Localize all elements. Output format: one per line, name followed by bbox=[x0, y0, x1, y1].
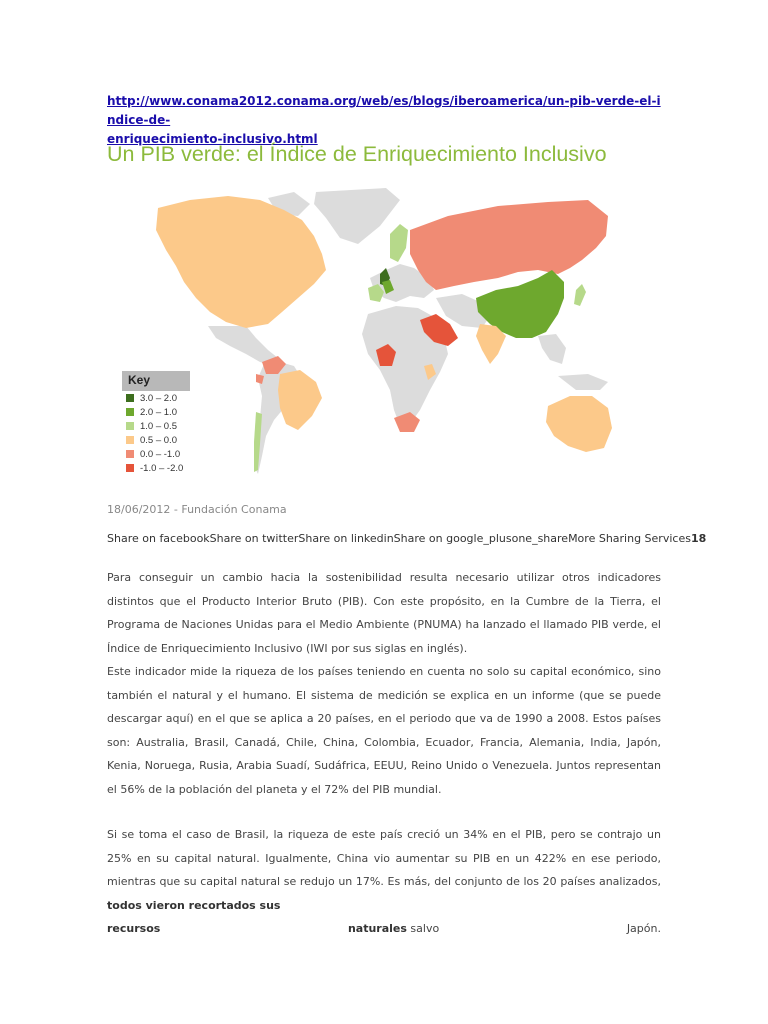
region-japan bbox=[574, 284, 586, 306]
legend-title: Key bbox=[122, 371, 190, 391]
paragraph-1: Para conseguir un cambio hacia la sostenibilidad resulta necesario utilizar otros indicadores distintos que el Producto Interior Bruto (PIB). Con este propósito, en la Cumbre de la Tierra, el Programa de Naciones Unidas para el Medio Ambiente (PNUMA) ha lanzado el llamado PIB verde, el Índice de Enriquecimiento Inclusivo (IWI por sus siglas en inglés). bbox=[107, 571, 661, 655]
legend-swatch bbox=[126, 394, 134, 402]
legend-swatch bbox=[126, 464, 134, 472]
map-legend bbox=[122, 371, 190, 475]
source-link-line2[interactable]: enriquecimiento-inclusivo.html bbox=[107, 132, 318, 146]
legend-item bbox=[122, 392, 190, 406]
legend-swatch bbox=[126, 450, 134, 458]
word-naturales: naturales bbox=[347, 922, 407, 935]
paragraph-3 bbox=[107, 823, 661, 941]
region-brazil bbox=[278, 370, 322, 430]
legend-label: 1.0 – 0.5 bbox=[140, 420, 177, 432]
world-map bbox=[118, 186, 652, 492]
legend-label: 0.5 – 0.0 bbox=[140, 434, 177, 446]
source-link[interactable] bbox=[107, 92, 667, 149]
legend-label: -1.0 – -2.0 bbox=[140, 462, 184, 474]
region-north-america bbox=[156, 196, 326, 328]
share-links[interactable]: Share on facebookShare on twitterShare on linkedinShare on google_plusone_shareMore Sharing Services bbox=[107, 532, 691, 545]
legend-item bbox=[122, 448, 190, 462]
word-salvo: salvo bbox=[410, 922, 440, 935]
legend-label: 0.0 – -1.0 bbox=[140, 448, 181, 460]
legend-item bbox=[122, 406, 190, 420]
legend-swatch bbox=[126, 422, 134, 430]
paragraph-3-bold: todos vieron recortados sus bbox=[107, 898, 281, 912]
source-link-line1[interactable]: http://www.conama2012.conama.org/web/es/blogs/iberoamerica/un-pib-verde-el-indice-de- bbox=[107, 94, 661, 127]
paragraph-3-text: Si se toma el caso de Brasil, la riqueza de este país creció un 34% en el PIB, pero se contrajo un 25% en su capital natural. Igualmente, China vio aumentar su PIB en un 422% en ese periodo, mientras que su capital natural se redujo un 17%. Es más, del conjunto de los 20 países analizados, bbox=[107, 828, 661, 888]
share-bar[interactable] bbox=[107, 532, 706, 545]
article-date: 18/06/2012 - Fundación Conama bbox=[107, 503, 287, 516]
legend-label: 2.0 – 1.0 bbox=[140, 406, 177, 418]
region-norway bbox=[390, 224, 408, 262]
region-australia bbox=[546, 396, 612, 452]
legend-swatch bbox=[126, 408, 134, 416]
paragraph-2: Este indicador mide la riqueza de los países teniendo en cuenta no solo su capital económico, sino también el natural y el humano. El sistema de medición se explica en un informe (que se puede descargar aquí) en el que se aplica a 20 países, en el periodo que va de 1990 a 2008. Estos países son: Australia, Brasil, Canadá, Chile, China, Colombia, Ecuador, Francia, Alemania, India, Japón, Kenia, Noruega, Rusia, Arabia Suadí, Sudáfrica, EEUU, Reino Unido o Venezuela. Juntos representan el 56% de la población del planeta y el 72% del PIB mundial. bbox=[107, 665, 661, 796]
legend-label: 3.0 – 2.0 bbox=[140, 392, 177, 404]
paragraph-3-last-line bbox=[107, 917, 661, 941]
word-recursos: recursos bbox=[107, 922, 161, 935]
legend-item bbox=[122, 420, 190, 434]
share-count: 18 bbox=[690, 532, 707, 545]
legend-item bbox=[122, 434, 190, 448]
word-japon: Japón. bbox=[626, 922, 661, 935]
legend-item bbox=[122, 462, 190, 476]
legend-swatch bbox=[126, 436, 134, 444]
article-title: Un PIB verde: el Índice de Enriquecimiento Inclusivo bbox=[107, 142, 607, 166]
region-russia bbox=[410, 200, 608, 290]
